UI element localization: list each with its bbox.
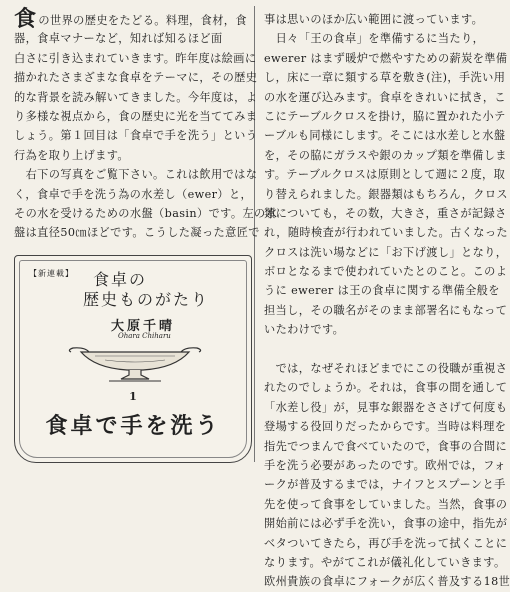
article-line	[14, 146, 248, 165]
text-run: 器，食卓マナーなど，知れば知るほど面	[14, 32, 223, 46]
text-run: 事は思いのほか広い範囲に渡っています。	[264, 13, 484, 26]
article-line	[264, 223, 509, 242]
series-tag: 【新連載】	[29, 269, 74, 278]
article-line	[14, 126, 258, 145]
article-line	[14, 185, 253, 204]
article-line	[264, 301, 508, 320]
text-run: ewerer はまず暖炉で燃やすための薪炭を準備	[264, 51, 508, 65]
text-run: ーブルも同様にします。そこには水差しと水盤	[264, 129, 506, 143]
article-line	[14, 6, 248, 32]
article-line	[14, 204, 278, 223]
text-run: その水を受けるための水盤（basin）です。左の水	[14, 206, 278, 220]
text-run: 類についても，その数，大きさ，重さが記録さ	[264, 206, 507, 220]
text-run: ボロとなるまで使われていたとのこと。このよ	[264, 265, 508, 279]
kylix-illustration	[65, 342, 205, 382]
article-line	[14, 107, 258, 126]
text-run: 先を使って食事をしていました。当然，食事の	[264, 497, 508, 511]
article-line	[264, 359, 508, 378]
text-run: 盤は直径50㎝ほどです。こうした凝った意匠で	[14, 226, 260, 240]
article-line	[264, 68, 506, 87]
text-run: ークが普及するまでは，ナイフとスプーンと手	[264, 478, 506, 492]
article-line	[14, 49, 257, 68]
chapter-number: 1	[129, 390, 137, 403]
article-line	[264, 29, 486, 48]
text-run: の水を運び込みます。食卓をきれいに拭き，こ	[264, 90, 506, 104]
series-title-line-1: 食卓の	[93, 270, 148, 289]
article-line	[264, 398, 508, 417]
paragraph-gap	[264, 340, 486, 359]
author-name-romaji: Ohara Chiharu	[118, 332, 171, 340]
article-line	[264, 146, 507, 165]
text-run: り替えられました。銀器類はもちろん，クロス	[264, 187, 509, 201]
text-run: 担当し，その職名がそのまま部署名にもなって	[264, 303, 508, 317]
series-title	[83, 270, 209, 310]
text-run: なります。やがてこれが儀礼化していきます。	[264, 555, 506, 569]
series-title-line-2: 歴史ものがたり	[83, 290, 210, 309]
text-run: いたわけです。	[264, 323, 345, 337]
text-run: 右下の写真をご覧下さい。これは飲用ではな	[14, 168, 258, 182]
series-title-box	[14, 255, 252, 463]
text-run: では，なぜそれほどまでにこの役職が重視さ	[264, 362, 508, 376]
article-line	[14, 29, 248, 48]
article-line	[264, 495, 508, 514]
right-column	[264, 10, 510, 592]
article-line	[264, 10, 486, 29]
article-line	[264, 165, 506, 184]
article-line	[264, 262, 508, 281]
author-name: 大原千晴	[111, 319, 176, 334]
article-line	[14, 88, 258, 107]
text-run: ベタついてきたら，再び手を洗って拭くことに	[264, 536, 508, 550]
article-line	[264, 320, 486, 339]
text-run: し，床に一章に類する草を敷き(注)，手洗い用	[264, 71, 506, 85]
article-line	[264, 243, 508, 262]
text-run: こにテーブルクロスを掛け，脇に置かれた小テ	[264, 109, 506, 123]
drop-cap: 食	[14, 6, 37, 32]
article-line	[264, 204, 507, 223]
text-run: 行為を取り上げます。	[14, 148, 129, 162]
article-line	[264, 514, 508, 533]
text-run: 「水差し役」が，見事な銀器をささげて何度も	[264, 400, 508, 414]
article-line	[264, 126, 506, 145]
article-line	[264, 572, 510, 591]
text-run: しょう。第１回目は「食卓で手を洗う」という	[14, 129, 258, 143]
text-run: す。テーブルクロスは原則として週に２度，取	[264, 168, 506, 182]
left-column	[14, 6, 278, 243]
article-line	[264, 185, 509, 204]
text-run: クロスは洗い場などに「お下げ渡し」となり，	[264, 245, 508, 259]
article-line	[264, 417, 507, 436]
article-line	[264, 437, 508, 456]
article-line	[264, 281, 500, 300]
article-line	[264, 107, 506, 126]
article-line	[264, 534, 508, 553]
article-line	[14, 223, 260, 242]
text-run: 登場する役回りだったからです。当時は料理を	[264, 420, 507, 434]
text-run: く，食卓で手を洗う為の水差し（ewer）と，	[14, 187, 253, 201]
article-line	[264, 456, 506, 475]
article-line	[264, 49, 508, 68]
text-run: を，その脇にガラスや銀のカップ類を準備しま	[264, 148, 507, 162]
text-run: 白さに引き込まれていきます。昨年度は絵画に	[14, 51, 257, 65]
text-run: り多様な視点から，食の歴史に光を当ててみま	[14, 109, 258, 123]
article-line	[14, 68, 258, 87]
text-run: れたのでしょうか。それは，食事の間を通して	[264, 381, 508, 395]
text-run: 欧州貴族の食卓にフォークが広く普及する18世	[264, 575, 510, 589]
text-run: 指先でつまんで食べていたので，食事の合間に	[264, 439, 508, 453]
chapter-title: 食卓で手を洗う	[45, 413, 221, 439]
text-run: うに ewerer は王の食卓に関する準備全般を	[264, 284, 500, 298]
text-run: の世界の歴史をたどる。料理，食材，食	[38, 14, 247, 27]
text-run: 日々「王の食卓」を準備するに当たり，	[264, 32, 485, 46]
article-line	[264, 475, 506, 494]
text-run: 描かれたさまざまな食卓をテーマに，その歴史	[14, 71, 258, 85]
text-run: 的な背景を読み解いてきました。今年度は，よ	[14, 90, 258, 104]
text-run: 開始前には必ず手を洗い，食事の途中，指先が	[264, 517, 508, 531]
text-run: 手を洗う必要があったのです。欧州では，フォ	[264, 458, 506, 472]
article-line	[264, 88, 506, 107]
article-line	[14, 165, 258, 184]
article-line	[264, 378, 508, 397]
text-run: れ，随時検査が行われていました。古くなった	[264, 226, 509, 240]
article-line	[264, 553, 506, 572]
